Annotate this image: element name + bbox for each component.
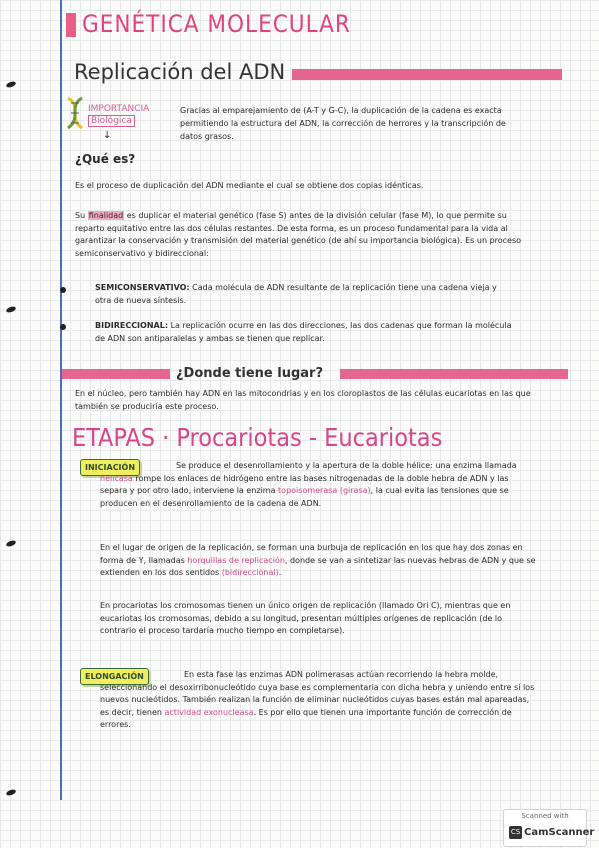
punch-hole (5, 305, 16, 313)
title-bar (66, 13, 76, 37)
elongacion-paragraph: En esta fase las enzimas ADN polimerasas actúan recorriendo la hebra molde, seleccionando el desoxirribonucleótido cuya base es complementaria con dicha hebra y uniendo entre sí los nuevos nucleótidos. También realizan la función de eliminar nucleótidos cuyas bases están mal apareadas, es decir, tienen actividad exonucleasa. Es por ello que tienen una importante función de corrección de errores. (100, 670, 535, 729)
importancia-label: IMPORTANCIA Biológica (88, 104, 150, 126)
iniciacion-paragraph-2: En el lugar de origen de la replicación, se forman una burbuja de replicación en los que hay dos zonas en forma de Y, llamadas horquillas de replicación, donde se van a sintetizar las nuevas hebras de ADN y que se extienden en los dos sentidos (bidireccional). (100, 543, 536, 577)
iniciacion-paragraph-1: Se produce el desenrollamiento y la apertura de la doble hélice: una enzima llamada helicasa rompe los enlaces de hidrógeno entre las bases nitrogenadas de la doble hebra de ADN y las separa y por otro lado, interviene la enzima topoisomerasa (girasa), la cual evita las tensiones que se producen en el desenrollamiento de la cadena de ADN. (100, 461, 517, 508)
section-title: Replicación del ADN (74, 60, 286, 84)
title-block (66, 10, 356, 40)
bullet-dot (60, 324, 66, 330)
page-title: GENÉTICA MOLECULAR (82, 10, 351, 38)
iniciacion-tag: INICIACIÓN (80, 459, 140, 476)
donde-heading: ¿Donde tiene lugar? (176, 366, 323, 381)
bullet-semiconservativo: SEMICONSERVATIVO: Cada molécula de ADN resultante de la replicación tiene una cadena vieja y otra de nueva síntesis. (95, 283, 497, 305)
camscanner-logo-icon: CS (509, 826, 522, 839)
donde-bar-right (340, 369, 568, 379)
punch-hole (5, 788, 16, 796)
punch-hole (5, 80, 16, 88)
punch-hole (5, 539, 16, 547)
definition-text: Es el proceso de duplicación del ADN mediante el cual se obtiene dos copias idénticas. (75, 181, 424, 190)
camscanner-badge: Scanned with CS CamScanner (503, 809, 587, 847)
finalidad-paragraph: Su finalidad es duplicar el material genético (fase S) antes de la división celular (fase M), lo que permite su reparto equitativo entre las dos células restantes. De esta forma, es un proceso fundamental para la vida al garantizar la conservación y transmisión del material genético (de ahí su importancia biológica). Es un proceso semiconservativo y bidireccional: (75, 211, 522, 258)
dna-icon (64, 96, 86, 130)
bullet-dot (60, 287, 66, 293)
margin-line (60, 0, 62, 800)
importancia-text: Gracias al emparejamiento de (A-T y G-C), la duplicación de la cadena es exacta permitiendo la estructura del ADN, la corrección de herrores y la transcripción de datos grasos. (180, 106, 506, 141)
que-es-heading: ¿Qué es? (75, 152, 136, 166)
iniciacion-paragraph-3: En procariotas los cromosomas tienen un único origen de replicación (llamado Ori C), mientras que en eucariotas los cromosomas, debido a su longitud, presentan múltiples orígenes de replicación (de lo contrario el proceso tardaría mucho tiempo en completarse). (100, 601, 511, 635)
bullet-bidireccional: BIDIRECCIONAL: La replicación ocurre en las dos direcciones, las dos cadenas que forman la molécula de ADN son antiparalelas y ambas se tienen que replicar. (95, 321, 512, 343)
arrow-down-icon: ↓ (103, 130, 112, 141)
donde-bar-left (62, 369, 170, 379)
etapas-title: ETAPAS · Procariotas - Eucariotas (72, 423, 443, 452)
donde-text: En el núcleo, pero también hay ADN en las mitocondrias y en los cloroplastos de las células eucariotas en las que también se produciría este proceso. (75, 389, 531, 411)
elongacion-tag: ELONGACIÓN (80, 668, 149, 685)
section-title-bar (292, 69, 562, 80)
